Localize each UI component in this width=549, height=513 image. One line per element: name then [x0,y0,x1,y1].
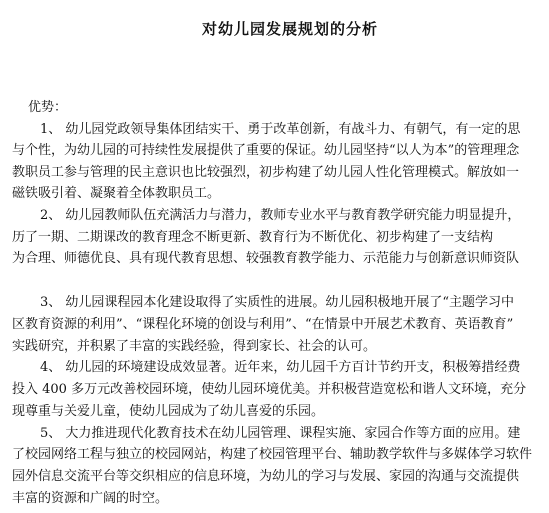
paragraph-line: 园外信息交流平台等交织相应的信息环境，为幼儿的学习与发展、家园的沟通与交流提供 [12,469,520,484]
paragraph-line: 5、 大力推进现代化教育技术在幼儿园管理、课程实施、家园合作等方面的应用。建 [40,426,521,441]
document-title: 对幼儿园发展规划的分析 [201,20,378,38]
paragraph-line: 为合理、师德优良、具有现代教育思想、较强教育教学能力、示范能力与创新意识师资队 [12,251,520,266]
paragraph-line: 现尊重与关爱儿童，使幼儿园成为了幼儿喜爱的乐园。 [12,404,325,419]
paragraph-line: 了校园网络工程与独立的校园网站，构建了校园管理平台、辅助教学软件与多媒体学习软件 [12,447,533,462]
paragraph-line: 3、 幼儿园课程园本化建设取得了实质性的进展。幼儿园积极地开展了“主题学习中 [40,295,515,310]
paragraph-line: 区教育资源的利用”、“课程化环境的创设与利用”、“在情景中开展艺术教育、英语教育” [12,317,514,332]
paragraph-line: 教职员工参与管理的民主意识也比较强烈，初步构建了幼儿园人性化管理模式。解放如一 [12,165,520,180]
paragraph-line: 磁铁吸引着、凝聚着全体教职员工。 [12,186,221,201]
paragraph-line: 投入 400 多万元改善校园环境，使幼儿园环境优美。并积极营造宽松和谐人文环境，充分 [12,382,527,397]
paragraph-line: 历了一期、二期课改的教育理念不断更新、教育行为不断优化、初步构建了一支结构 [12,230,494,245]
paragraph-line: 2、 幼儿园教师队伍充满活力与潜力，教师专业水平与教育教学研究能力明显提升， [40,208,521,223]
paragraph-line: 丰富的资源和广阔的时空。 [12,491,169,506]
section-heading: 优势： [28,100,68,115]
paragraph-line: 实践研究，并积累了丰富的实践经验，得到家长、社会的认可。 [12,339,377,354]
paragraph-line: 1、 幼儿园党政领导集体团结实干、勇于改革创新，有战斗力、有朝气，有一定的思 [40,122,521,137]
paragraph-line: 与个性，为幼儿园的可持续性发展提供了重要的保证。幼儿园坚持“以人为本”的管理理念 [12,143,520,158]
paragraph-line: 4、 幼儿园的环境建设成效显著。近年来，幼儿园千方百计节约开支，积极筹措经费 [40,360,521,375]
